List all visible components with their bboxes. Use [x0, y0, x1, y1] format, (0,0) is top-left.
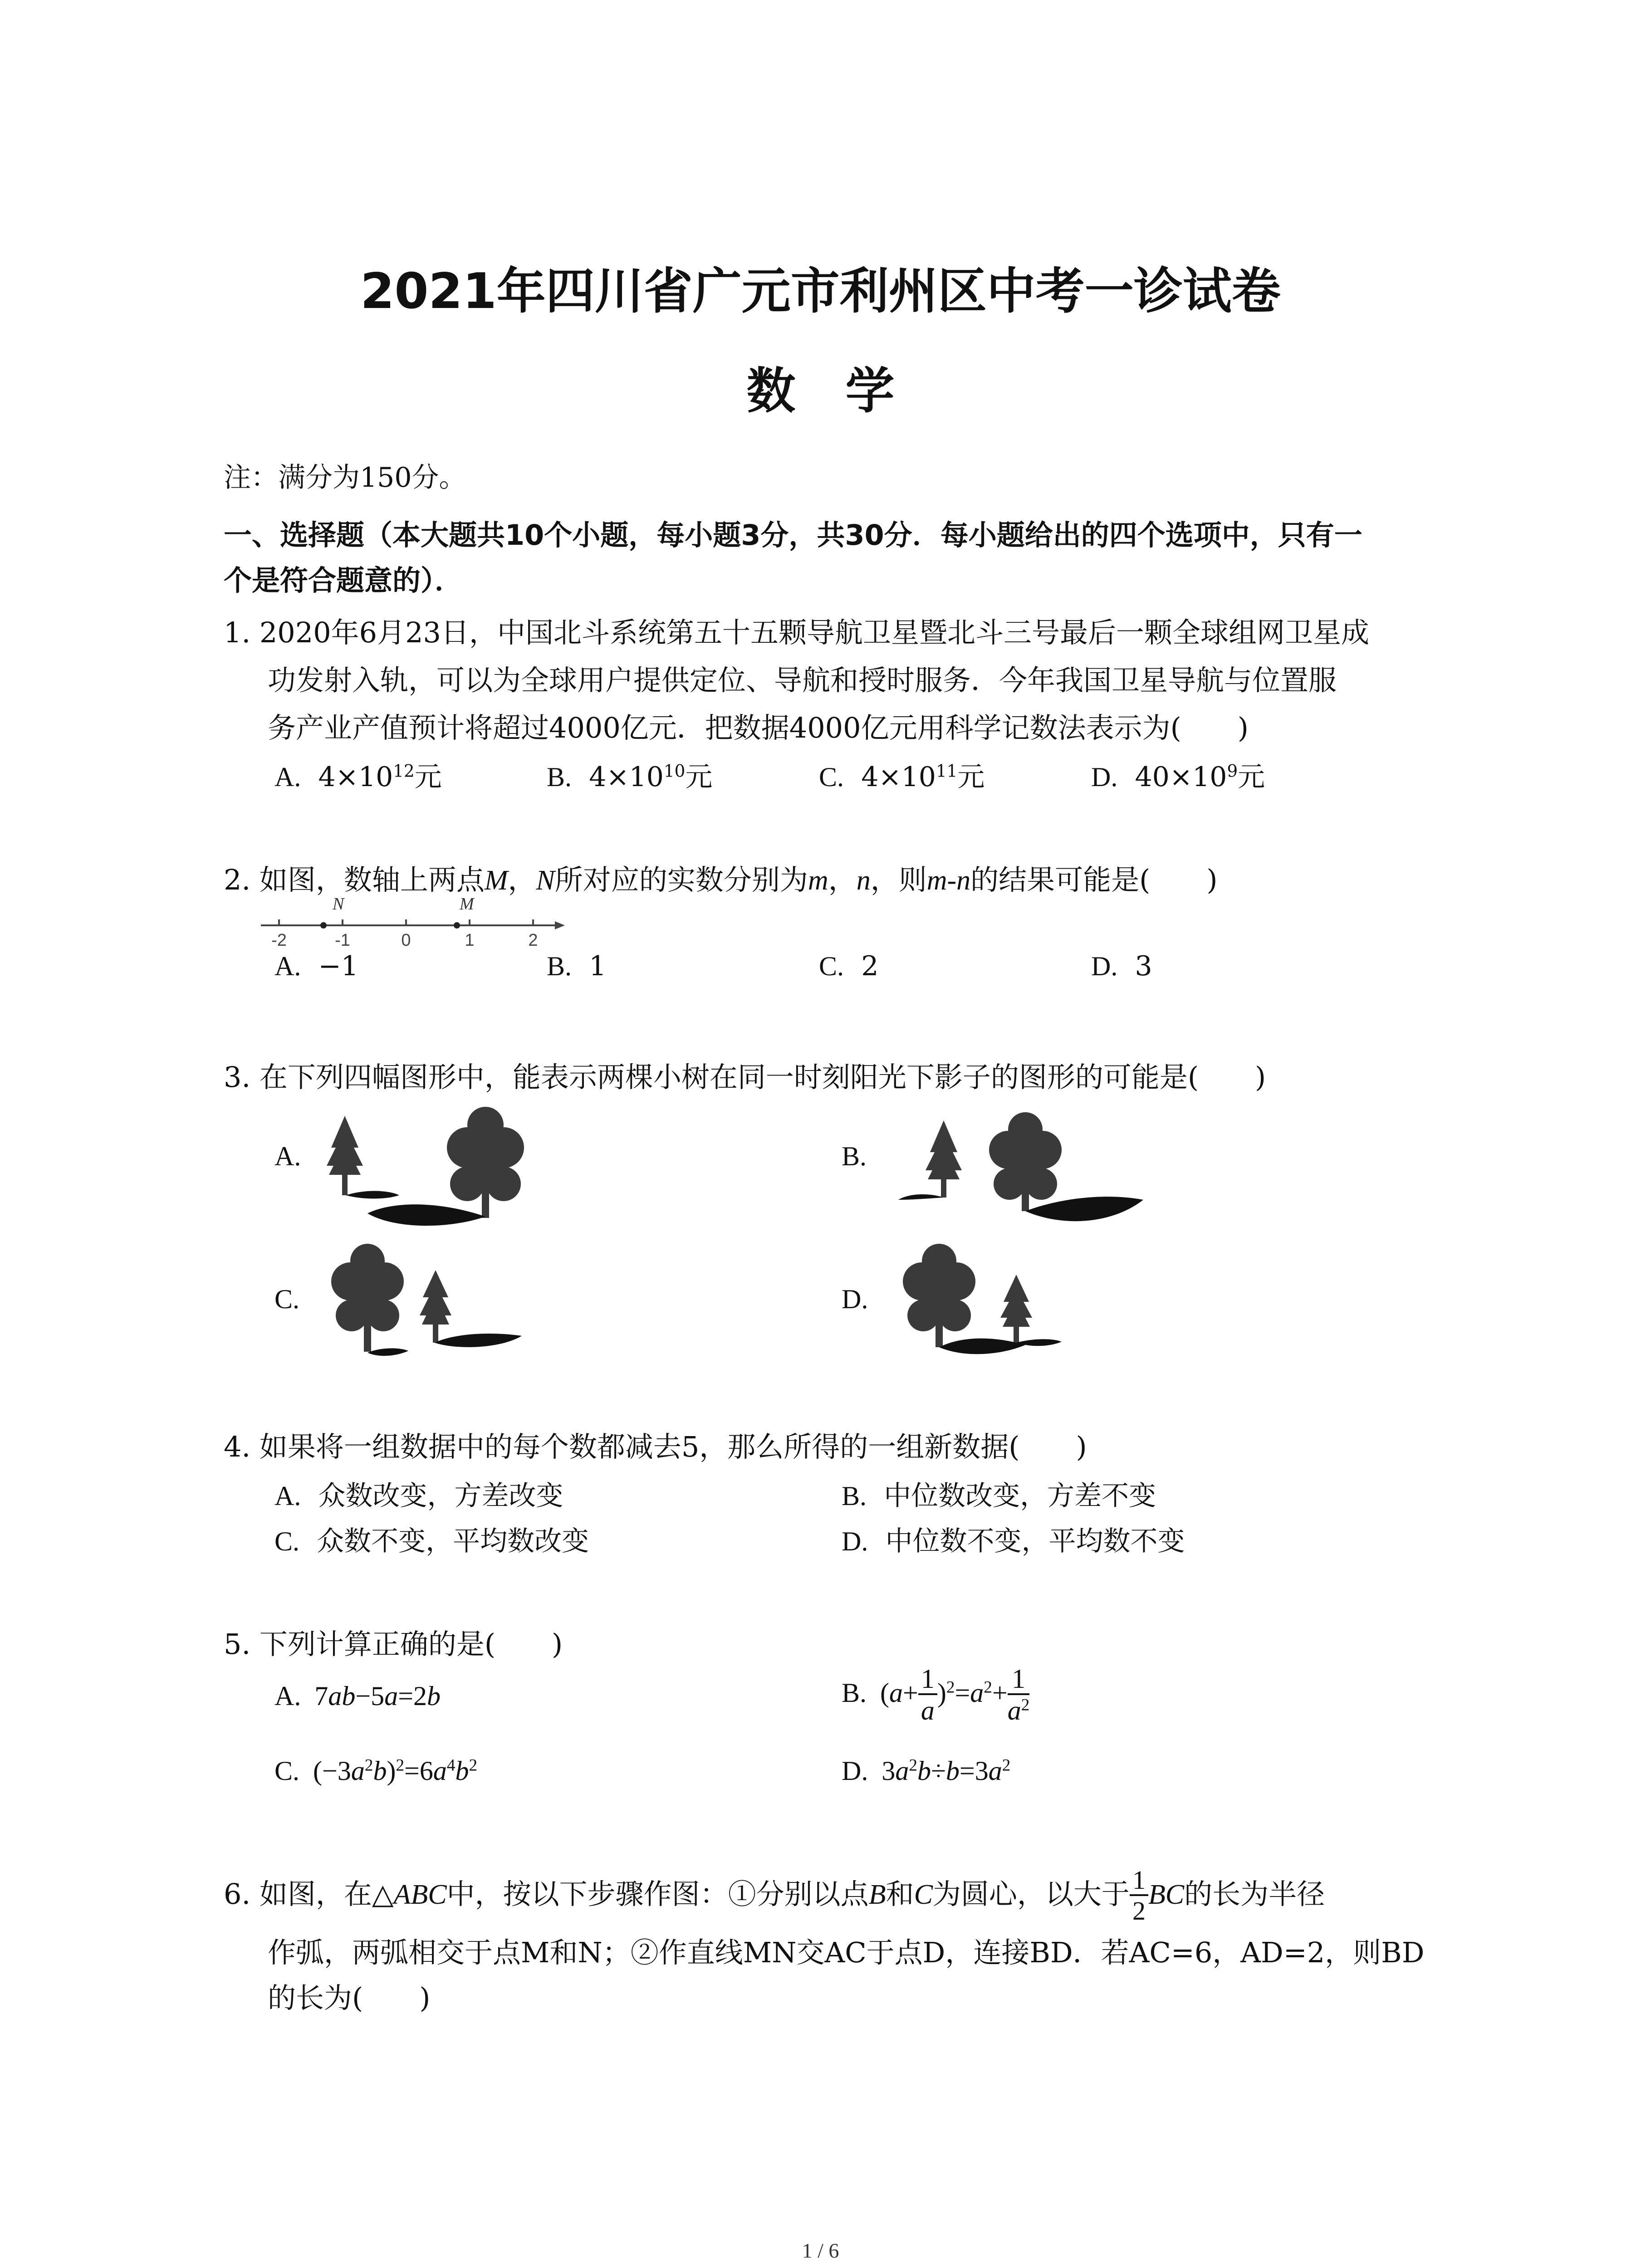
- q4-option-c[interactable]: C. 众数不变，平均数改变: [274, 1525, 589, 1557]
- q6-line3: 的长为( ): [268, 1981, 431, 2014]
- point-n: [320, 922, 327, 929]
- tick-label: 1: [465, 931, 475, 950]
- q5-option-c[interactable]: C. $(-3a^2b)^2=6a^4b^2$: [274, 1756, 478, 1786]
- tick-label: 0: [401, 931, 411, 950]
- section-heading-line2: 个是符合题意的）．: [224, 564, 463, 597]
- q3-option-c-label[interactable]: C.: [274, 1284, 300, 1314]
- tree-icon: [1000, 1275, 1032, 1343]
- q2-option-a[interactable]: A. −1: [274, 950, 358, 982]
- q5-stem: 5. 下列计算正确的是( ): [224, 1628, 563, 1661]
- q3-figure-d[interactable]: [889, 1234, 1143, 1370]
- q3-option-d-label[interactable]: D.: [842, 1284, 868, 1314]
- tick-label: 2: [528, 931, 538, 950]
- q6-line2: 作弧，两弧相交于点M和N；②作直线MN交AC于点D，连接BD．若AC=6，AD=2，则BD: [268, 1936, 1425, 1969]
- q4-option-d[interactable]: D. 中位数不变，平均数不变: [842, 1525, 1185, 1557]
- page-number: 1 / 6: [802, 2239, 839, 2262]
- q1-line2: 功发射入轨，可以为全球用户提供定位、导航和授时服务．今年我国卫星导航与位置服: [268, 664, 1337, 697]
- shadow-shape: [898, 1194, 944, 1200]
- tick-label: -2: [271, 931, 287, 950]
- tree-icon: [420, 1270, 451, 1343]
- tree-icon: [331, 1244, 404, 1352]
- q6-line1: 6. 如图，在△ABC中，按以下步骤作图：①分别以点B和C为圆心，以大于 $\frac{1}{2}$ BC的长为半径: [224, 1865, 1325, 1926]
- q3-figure-c[interactable]: [318, 1234, 554, 1370]
- q3-option-a-label[interactable]: A.: [274, 1141, 301, 1171]
- number-line-arrow: [555, 921, 565, 929]
- tree-icon: [989, 1112, 1062, 1211]
- number-line-figure: [261, 896, 578, 950]
- q1-line1: 1. 2020年6月23日，中国北斗系统第五十五颗导航卫星暨北斗三号最后一颗全球组网卫星成: [224, 616, 1369, 649]
- point-n-label: N: [333, 896, 344, 914]
- tree-icon: [447, 1107, 524, 1218]
- q2-stem: 2. 如图，数轴上两点M，N所对应的实数分别为m，n，则m-n的结果可能是( ): [224, 863, 1218, 896]
- q3-figure-b[interactable]: [889, 1102, 1152, 1229]
- shadow-shape: [939, 1339, 1025, 1354]
- q5-option-d[interactable]: D. $3a^2b\div b=3a^2$: [842, 1756, 1011, 1786]
- shadow-shape: [346, 1191, 399, 1199]
- q1-line3: 务产业产值预计将超过4000亿元．把数据4000亿元用科学记数法表示为( ): [268, 711, 1249, 744]
- q5-option-a[interactable]: A. 7ab−5a=2b: [274, 1681, 441, 1711]
- subject-title: 数学: [746, 363, 945, 420]
- section-heading-line1: 一、选择题（本大题共10个小题，每小题3分，共30分．每小题给出的四个选项中，只有一: [224, 518, 1362, 552]
- q4-stem: 4. 如果将一组数据中的每个数都减去5，那么所得的一组新数据( ): [224, 1430, 1087, 1463]
- q2-option-b[interactable]: B. 1: [547, 950, 607, 982]
- point-m-label: M: [460, 896, 474, 914]
- q4-option-b[interactable]: B. 中位数改变，方差不变: [842, 1480, 1156, 1512]
- exam-title: 2021年四川省广元市利州区中考一诊试卷: [360, 263, 1281, 320]
- tree-icon: [327, 1116, 363, 1195]
- q3-figure-a[interactable]: [318, 1098, 554, 1229]
- q2-option-c[interactable]: C. 2: [819, 950, 879, 982]
- q3-stem: 3. 在下列四幅图形中，能表示两棵小树在同一时刻阳光下影子的图形的可能是( ): [224, 1061, 1266, 1094]
- point-m: [454, 922, 460, 929]
- q1-option-c[interactable]: C. $4\times 10^{11}$元: [819, 761, 985, 793]
- tree-icon: [903, 1244, 975, 1347]
- q4-option-a[interactable]: A. 众数改变，方差改变: [274, 1480, 563, 1512]
- shadow-shape: [367, 1204, 485, 1226]
- shadow-shape: [367, 1348, 408, 1356]
- q5-option-b[interactable]: B. (a+ $\frac{1}{a}$ )$^2=a^2+$ $\frac{1}{a^2}$: [842, 1664, 1030, 1725]
- shadow-shape: [435, 1334, 522, 1347]
- tick-label: -1: [335, 931, 350, 950]
- q2-option-d[interactable]: D. 3: [1091, 950, 1152, 982]
- q3-option-b-label[interactable]: B.: [842, 1141, 867, 1171]
- q1-option-d[interactable]: D. $40\times 10^9$元: [1091, 761, 1265, 793]
- tree-icon: [926, 1120, 962, 1198]
- q1-option-a[interactable]: A. $4\times 10^{12}$元: [274, 761, 442, 793]
- shadow-shape: [1025, 1197, 1143, 1221]
- score-note: 注：满分为150分。: [224, 462, 466, 494]
- q1-option-b[interactable]: B. $4\times 10^{10}$元: [547, 761, 713, 793]
